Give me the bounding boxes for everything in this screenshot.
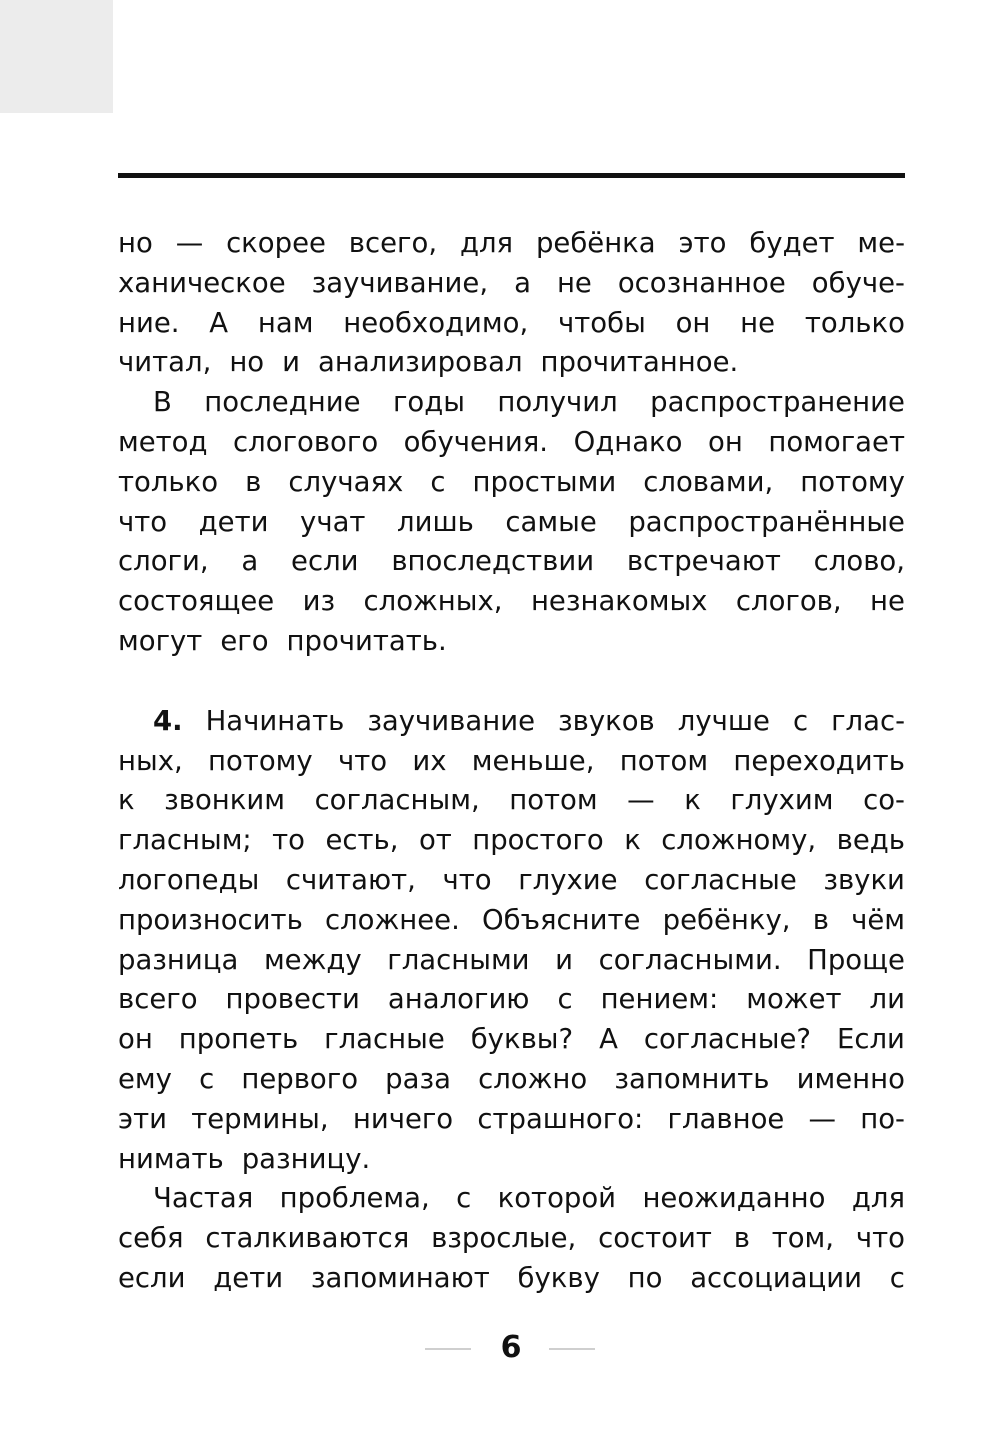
word: букву — [517, 1261, 600, 1294]
word: страшного: — [477, 1102, 644, 1135]
word: со- — [863, 784, 905, 817]
text-line — [118, 383, 905, 423]
word: распространение — [650, 386, 905, 419]
page-body-text — [118, 224, 905, 1299]
word: звуки — [823, 863, 905, 896]
word: лучше — [677, 704, 770, 737]
word: не — [556, 266, 592, 299]
word: метод — [118, 425, 208, 458]
word: с — [456, 1182, 472, 1215]
word: разницу. — [241, 1142, 371, 1175]
word: может — [746, 983, 842, 1016]
word: слово, — [813, 545, 905, 578]
word: звуков — [558, 704, 655, 737]
word: аналогию — [387, 983, 530, 1016]
word: лишь — [397, 505, 474, 538]
word: осознанное — [617, 266, 786, 299]
text-line — [118, 622, 905, 662]
word: ребёнка — [535, 227, 656, 259]
page-number: 6 — [500, 1330, 522, 1365]
corner-tab — [0, 0, 113, 113]
text-line — [118, 702, 905, 742]
word: слогового — [233, 425, 379, 458]
word: он — [708, 425, 743, 458]
word: с — [792, 704, 809, 737]
word: А — [209, 306, 229, 339]
word: от — [418, 824, 452, 857]
page-footer — [0, 1322, 986, 1372]
word: запоминают — [310, 1261, 490, 1294]
text-line — [118, 1219, 905, 1259]
word: первого — [241, 1062, 359, 1095]
word: термины, — [191, 1102, 329, 1135]
word: он — [675, 306, 711, 339]
word: последние — [204, 386, 361, 419]
word: эти — [118, 1102, 167, 1135]
word: дети — [213, 1261, 284, 1294]
word: ных, — [118, 744, 183, 777]
word: то — [272, 824, 306, 857]
word: неожиданно — [642, 1182, 826, 1215]
text-line — [118, 343, 905, 383]
word: словами, — [643, 465, 774, 498]
word: именно — [796, 1062, 905, 1095]
paragraph — [118, 1179, 905, 1298]
word: — — [808, 1102, 837, 1135]
word: ме- — [857, 227, 905, 259]
word: что — [118, 505, 168, 538]
word: ничего — [352, 1102, 454, 1135]
word: запомнить — [614, 1062, 770, 1095]
word: читал, — [118, 346, 212, 379]
word: обуче- — [811, 266, 905, 299]
word: чтобы — [558, 306, 646, 339]
word: простого — [472, 824, 604, 857]
word: звонким — [164, 784, 286, 817]
word: к — [624, 824, 641, 857]
text-line — [118, 463, 905, 503]
word: чём — [851, 903, 905, 936]
word: пением: — [600, 983, 719, 1016]
word: но — [118, 227, 153, 259]
word: по — [627, 1261, 663, 1294]
word: что — [337, 744, 388, 777]
word: том, — [771, 1222, 835, 1255]
word: дети — [198, 505, 269, 538]
word: ребёнку, — [662, 903, 791, 936]
text-line — [118, 582, 905, 622]
word: считают, — [285, 863, 416, 896]
word: обучения. — [403, 425, 549, 458]
word: в — [245, 465, 262, 498]
word: пропеть — [178, 1023, 299, 1056]
word: сложному, — [661, 824, 817, 857]
paragraph — [118, 224, 905, 383]
word: — — [175, 227, 204, 259]
word: глухим — [730, 784, 834, 817]
word: если — [291, 545, 359, 578]
word: по- — [860, 1102, 905, 1135]
word: заучивание — [367, 704, 536, 737]
word: ние. — [118, 306, 180, 339]
word: Объясните — [481, 903, 641, 936]
word: главное — [667, 1102, 785, 1135]
word: только — [804, 306, 905, 339]
word: гласными — [387, 943, 530, 976]
word: произносить — [118, 903, 303, 936]
word: ханическое — [118, 266, 286, 299]
word: согласным, — [314, 784, 480, 817]
word: впоследствии — [391, 545, 595, 578]
word: Частая — [153, 1182, 254, 1215]
footer-rule-right — [549, 1348, 595, 1350]
word: состоит — [598, 1222, 712, 1255]
word: проблема, — [279, 1182, 430, 1215]
text-line — [118, 941, 905, 981]
word: для — [851, 1182, 905, 1215]
word: согласные — [644, 863, 797, 896]
word: ли — [869, 983, 905, 1016]
word: ведь — [836, 824, 905, 857]
top-rule — [118, 173, 905, 178]
word: незнакомых — [530, 585, 708, 618]
word: он — [118, 1023, 153, 1056]
text-line — [118, 1140, 905, 1180]
paragraph — [118, 383, 905, 662]
word: получил — [497, 386, 618, 419]
word: учат — [300, 505, 366, 538]
word: а — [514, 266, 531, 299]
footer-rule-left — [425, 1348, 471, 1350]
word: разница — [118, 943, 239, 976]
word: А — [599, 1023, 618, 1056]
word: не — [870, 585, 905, 618]
word: самые — [505, 505, 597, 538]
word: с — [557, 983, 573, 1016]
word: которой — [497, 1182, 617, 1215]
text-line — [118, 1020, 905, 1060]
word: к — [118, 784, 135, 817]
text-line — [118, 781, 905, 821]
text-line — [118, 542, 905, 582]
word: потом — [619, 744, 709, 777]
word: Начинать — [205, 704, 345, 737]
word: есть, — [325, 824, 399, 857]
text-line — [118, 304, 905, 344]
word: что — [442, 863, 492, 896]
word: Проще — [807, 943, 905, 976]
word: к — [684, 784, 701, 817]
word: если — [118, 1261, 186, 1294]
paragraph — [118, 702, 905, 1180]
text-line — [118, 264, 905, 304]
word: и — [555, 943, 574, 976]
text-line — [118, 980, 905, 1020]
word: В — [153, 386, 172, 419]
text-line — [118, 821, 905, 861]
word: слогов, — [735, 585, 842, 618]
word: простыми — [472, 465, 617, 498]
word: себя — [118, 1222, 184, 1255]
word: глухие — [518, 863, 618, 896]
word: прочитать. — [286, 624, 447, 657]
word: глас- — [831, 704, 905, 737]
word: из — [302, 585, 336, 618]
text-line — [118, 423, 905, 463]
word: слоги, — [118, 545, 209, 578]
word: распространённые — [628, 505, 905, 538]
word: случаях — [288, 465, 404, 498]
word: с — [889, 1261, 905, 1294]
word: могут — [118, 624, 203, 657]
word: Если — [836, 1023, 905, 1056]
text-line — [118, 224, 905, 264]
text-line — [118, 503, 905, 543]
word: состоящее — [118, 585, 275, 618]
word: их — [412, 744, 447, 777]
word: его — [220, 624, 269, 657]
word: сложнее. — [324, 903, 460, 936]
word: с — [430, 465, 446, 498]
word: сталкиваются — [205, 1222, 410, 1255]
text-line — [118, 1100, 905, 1140]
word: анализировал — [318, 346, 523, 379]
word: всего — [118, 983, 198, 1016]
word: меньше, — [471, 744, 595, 777]
word: гласным; — [118, 824, 252, 857]
text-line — [118, 742, 905, 782]
word: всего, — [348, 227, 438, 259]
word: заучивание, — [311, 266, 489, 299]
word: потому — [208, 744, 313, 777]
word: потому — [800, 465, 905, 498]
word: прочитанное. — [540, 346, 739, 379]
section-gap — [118, 662, 905, 702]
word: согласные? — [643, 1023, 811, 1056]
word: гласные — [324, 1023, 445, 1056]
word: будет — [749, 227, 835, 259]
word: необходимо, — [343, 306, 529, 339]
word: ему — [118, 1062, 172, 1095]
word: ассоциации — [690, 1261, 863, 1294]
word: провести — [225, 983, 360, 1016]
word: буквы? — [470, 1023, 574, 1056]
word: согласными. — [598, 943, 782, 976]
word: — — [627, 784, 655, 817]
word: помогает — [768, 425, 905, 458]
word: взрослые, — [431, 1222, 577, 1255]
word: что — [855, 1222, 905, 1255]
word: это — [678, 227, 727, 259]
text-line — [118, 861, 905, 901]
text-line — [118, 1259, 905, 1299]
word: логопеды — [118, 863, 260, 896]
text-line — [118, 1060, 905, 1100]
word: только — [118, 465, 219, 498]
text-line — [118, 1179, 905, 1219]
word: сложно — [478, 1062, 588, 1095]
word: нимать — [118, 1142, 224, 1175]
word: скорее — [226, 227, 326, 259]
word: раза — [385, 1062, 451, 1095]
word: и — [282, 346, 300, 379]
word: переходить — [733, 744, 905, 777]
word: не — [740, 306, 776, 339]
word: нам — [257, 306, 314, 339]
word: сложных, — [363, 585, 503, 618]
word: встречают — [626, 545, 781, 578]
list-number: 4. — [153, 704, 183, 737]
word: но — [229, 346, 265, 379]
word: для — [459, 227, 514, 259]
word: потом — [509, 784, 598, 817]
word: между — [263, 943, 362, 976]
word: а — [241, 545, 259, 578]
word: с — [199, 1062, 215, 1095]
word: в — [812, 903, 829, 936]
word: в — [733, 1222, 750, 1255]
word: годы — [392, 386, 465, 419]
text-line — [118, 901, 905, 941]
word: Однако — [573, 425, 683, 458]
